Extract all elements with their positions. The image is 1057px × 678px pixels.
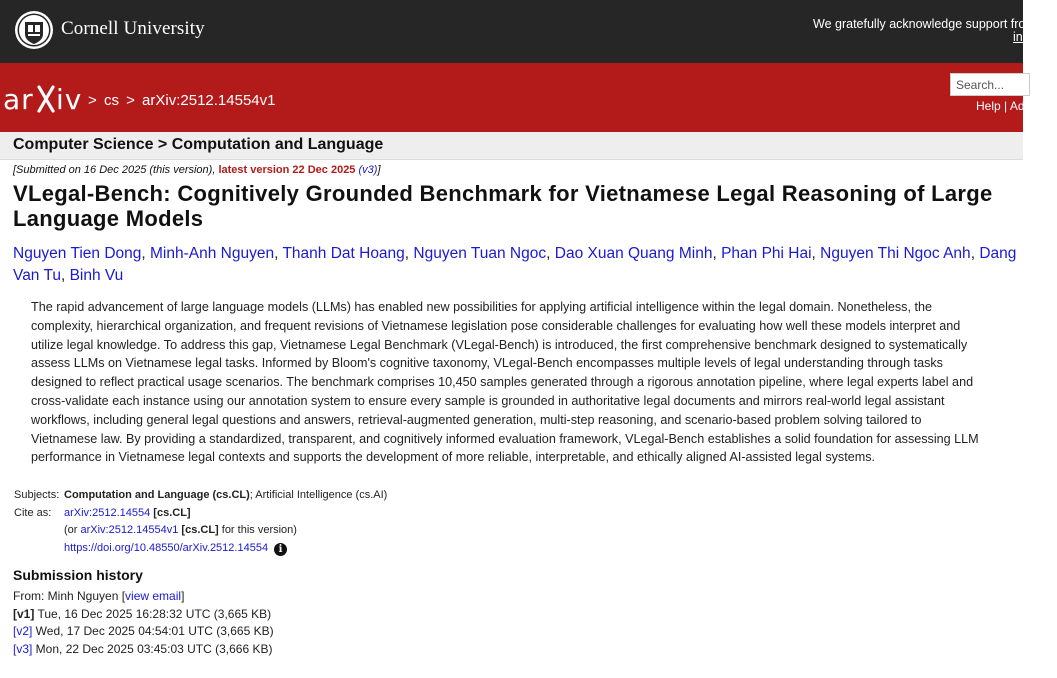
author-link[interactable]: Phan Phi Hai [721,245,812,262]
advanced-search-link[interactable]: Adv [1009,99,1031,113]
latest-version-note: latest version 22 Dec 2025 [218,164,356,176]
category-bar [0,132,1023,160]
breadcrumb-cs[interactable]: cs [103,92,119,109]
info-icon[interactable]: i [274,543,287,556]
cite-version-row [14,522,387,540]
doi-row [14,540,387,558]
subjects-row [14,487,387,505]
version-details: Tue, 16 Dec 2025 16:28:32 UTC (3,665 KB) [34,606,272,621]
author-list: Nguyen Tien Dong, Minh-Anh Nguyen, Thanh Dat Hoang, Nguyen Tuan Ngoc, Dao Xuan Quang Minh, Phan Phi Hai, Nguyen Thi Ngoc Anh, Dang Van Tu, Binh Vu [13,245,1017,284]
view-email-link[interactable]: view email [125,589,182,603]
cite-arxiv-link[interactable]: arXiv:2512.14554 [64,506,151,519]
doi-value [64,540,287,558]
cite-label: Cite as: [14,506,52,519]
support-acknowledgement: We gratefully acknowledge support from the [813,17,1057,31]
cornell-seal-icon[interactable] [14,10,54,50]
cite-version-link[interactable]: arXiv:2512.14554v1 [80,524,179,536]
cornell-banner [0,0,1057,63]
submitter-suffix: ] [181,589,185,603]
version-link[interactable]: [v3] [13,641,33,656]
subjects-label: Subjects: [14,489,60,501]
cite-category: [cs.CL] [153,506,191,519]
primary-subject: Computation and Language (cs.CL) [64,489,250,501]
author-link[interactable]: Dang Van Tu [13,245,1017,284]
submission-history [13,588,274,658]
breadcrumb-separator: > [126,92,135,109]
cornell-university-link[interactable]: Cornell University [61,18,205,39]
cite-version-value [64,522,297,540]
svg-text:iv: iv [56,83,83,116]
author-link[interactable]: Nguyen Thi Ngoc Anh [820,245,971,262]
search-input[interactable]: Search... [950,73,1030,96]
paper-title: VLegal-Bench: Cognitively Grounded Benchmark for Vietnamese Legal Reasoning of Large Language Models [13,181,993,231]
version-entry [13,623,274,641]
help-links: Help | Adv [976,99,1031,113]
subjects-value [64,487,387,505]
author-link[interactable]: Thanh Dat Hoang [282,245,405,262]
cite-or-prefix: (or [64,524,81,536]
arxiv-logo[interactable] [3,81,87,115]
submission-dateline [13,164,381,176]
category-heading: Computer Science > Computation and Language [13,136,384,153]
secondary-subjects: ; Artificial Intelligence (cs.AI) [249,489,388,501]
author-link[interactable]: Minh-Anh Nguyen [150,245,275,262]
author-link[interactable]: Nguyen Tuan Ngoc [413,245,547,262]
doi-link[interactable]: https://doi.org/10.48550/arXiv.2512.14554 [64,541,269,554]
abstract: The rapid advancement of large language models (LLMs) has enabled new possibilities for applying artificial intelligence within the legal domain. Nonetheless, the complexity, hierarchical organization, and frequent revisions of Vietnamese legislation pose considerable challenges for evaluating how well these models interpret and utilize legal knowledge. To address this gap, Vietnamese Legal Benchmark (VLegal-Bench) is introduced, the first comprehensive benchmark designed to systematically assess LLMs on Vietnamese legal tasks. Informed by Bloom's cognitive taxonomy, VLegal-Bench encompasses multiple levels of legal understanding through tasks designed to reflect practical usage scenarios. The benchmark comprises 10,450 samples generated through a rigorous annotation pipeline, where legal experts label and cross-validate each instance using our annotation system to ensure every sample is grounded in authoritative legal documents and mirrors real-world legal assistant workflows, including general legal questions and answers, retrieval-augmented generation, multi-step reasoning, and scenario-based problem solving tailored to Vietnamese law. By providing a standardized, transparent, and cognitively informed evaluation framework, VLegal-Bench establishes a solid foundation for assessing LLM performance in Vietnamese legal contexts and supports the development of more reliable, interpretable, and ethically aligned AI-assisted legal systems. [31,300,979,465]
version-tag: [v1] [13,606,35,621]
version-entry [13,606,274,624]
breadcrumb [88,92,278,109]
latest-version-link[interactable]: (v3) [358,164,378,176]
cite-row [14,505,387,523]
submitter-line [13,588,274,606]
version-link[interactable]: [v2] [13,624,33,638]
dateline-suffix: ] [377,164,381,176]
submitter-prefix: From: Minh Nguyen [ [13,589,126,603]
author-link[interactable]: Nguyen Tien Dong [13,245,142,262]
breadcrumb-separator: > [88,92,97,109]
svg-text:ar: ar [3,83,34,116]
cite-version-suffix: for this version) [218,524,297,536]
cite-value [64,505,191,523]
version-details: Mon, 22 Dec 2025 03:45:03 UTC (3,666 KB) [32,641,273,656]
author-link[interactable]: Dao Xuan Quang Minh [554,245,713,262]
help-link[interactable]: Help [976,99,1001,113]
member-institutions-link[interactable]: ins [1013,30,1029,44]
version-details: Wed, 17 Dec 2025 04:54:01 UTC (3,665 KB) [32,624,274,638]
submission-history-heading: Submission history [13,567,143,583]
author-link[interactable]: Binh Vu [69,267,124,284]
cite-version-category: [cs.CL] [181,524,219,536]
breadcrumb-paper-id: arXiv:2512.14554v1 [142,92,276,109]
metadata-table [14,487,387,557]
arxiv-header [0,63,1031,132]
dateline-prefix: [Submitted on 16 Dec 2025 (this version), [13,164,219,176]
version-entry [13,641,274,659]
